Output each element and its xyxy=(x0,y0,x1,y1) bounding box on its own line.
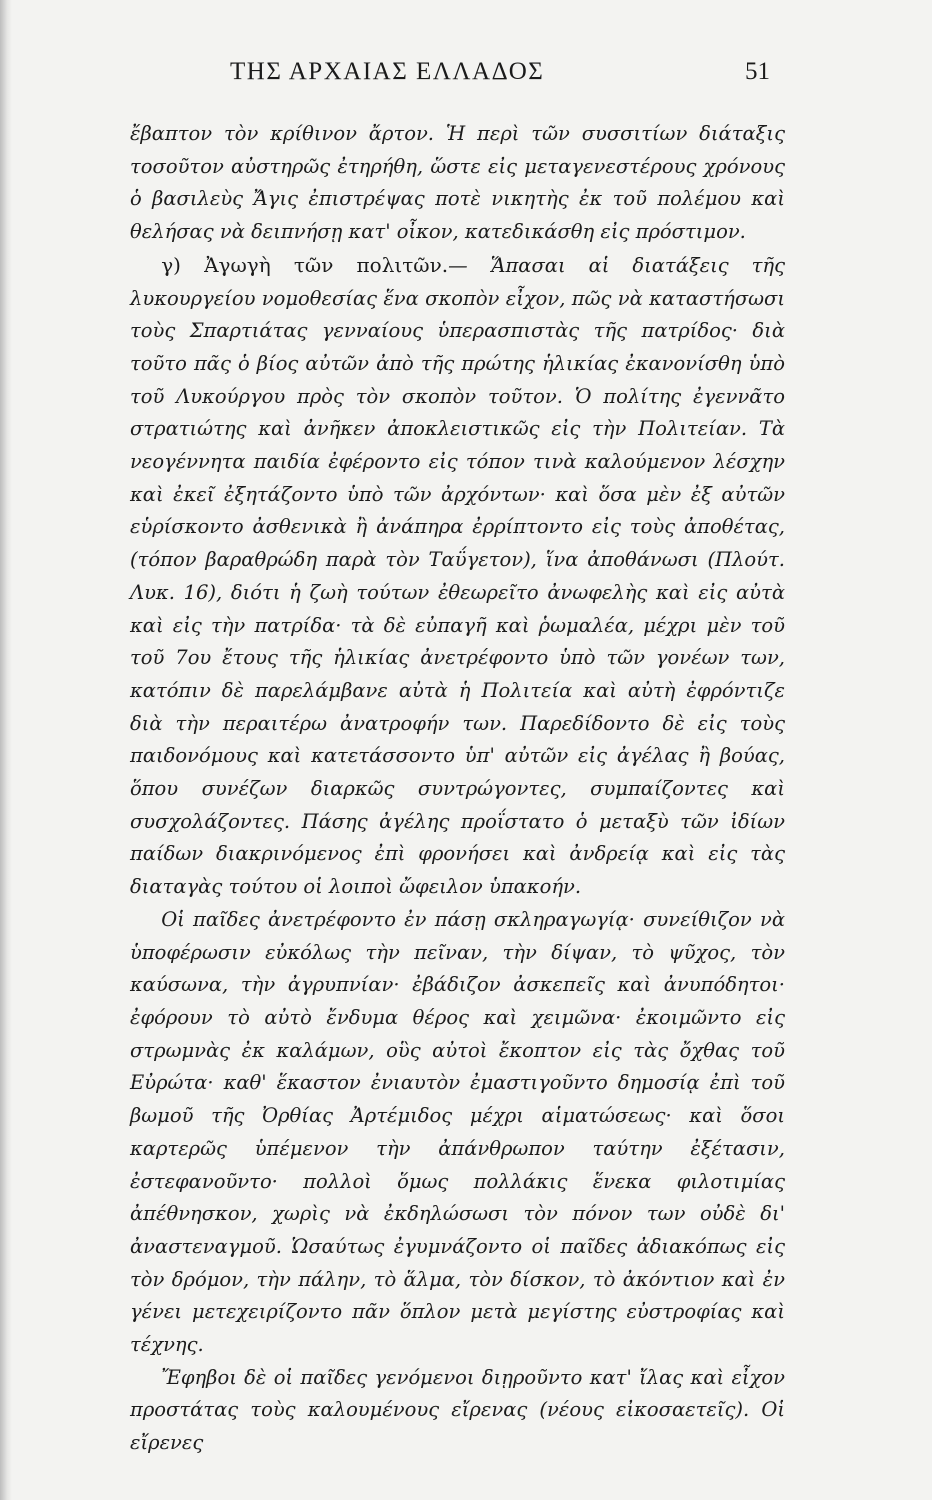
paragraph-3: Οἱ παῖδες ἀνετρέφοντο ἐν πάσῃ σκληραγωγίᾳ· συνείθιζον νὰ ὑποφέρωσιν εὐκόλως τὴν πεῖναν, τὴν δίψαν, τὸ ψῦχος, τὸν καύσωνα, τὴν ἀγρυπνίαν· ἐβάδιζον ἀσκεπεῖς καὶ ἀνυπόδητοι· ἐφόρουν τὸ αὐτὸ ἔνδυμα θέρος καὶ χειμῶνα· ἐκοιμῶντο εἰς στρωμνὰς ἐκ καλάμων, οὓς αὐτοὶ ἔκοπτον εἰς τὰς ὄχθας τοῦ Εὐρώτα· καθ' ἕκαστον ἐνιαυτὸν ἐμαστιγοῦντο δημοσίᾳ ἐπὶ τοῦ βωμοῦ τῆς Ὀρθίας Ἀρτέμιδος μέχρι αἱματώσεως· καὶ ὅσοι καρτερῶς ὑπέμενον τὴν ἀπάνθρωπον ταύτην ἐξέτασιν, ἐστεφανοῦντο· πολλοὶ ὅμως πολλάκις ἕνεκα φιλοτιμίας ἀπέθνησκον, χωρὶς νὰ ἐκδηλώσωσι τὸν πόνον των οὐδὲ δι' ἀναστεναγμοῦ. Ὡσαύτως ἐγυμνάζοντο οἱ παῖδες ἀδιακόπως εἰς τὸν δρόμον, τὴν πάλην, τὸ ἅλμα, τὸν δίσκον, τὸ ἀκόντιον καὶ ἐν γένει μετεχειρίζοντο πᾶν ὅπλον μετὰ μεγίστης εὐστροφίας καὶ τέχνης. xyxy=(130,907,785,1357)
page-edge-shadow xyxy=(0,0,12,1500)
page-number: 51 xyxy=(745,58,770,85)
paragraph-1: ἔβαπτον τὸν κρίθινον ἄρτον. Ἡ περὶ τῶν συσσιτίων διάταξις τοσοῦτον αὐστηρῶς ἐτηρήθη, ὥστε εἰς μεταγενεστέρους χρόνους ὁ βασιλεὺς Ἄγις ἐπιστρέψας ποτὲ νικητὴς ἐκ τοῦ πολέμου καὶ θελήσας νὰ δειπνήσῃ κατ' οἶκον, κατεδικάσθη εἰς πρόστιμον. xyxy=(130,122,785,244)
paragraph-4: Ἔφηβοι δὲ οἱ παῖδες γενόμενοι διῃροῦντο κατ' ἴλας καὶ εἶχον προστάτας τοὺς καλουμένους εἴρενας (νέους εἰκοσαετεῖς). Οἱ εἴρενες xyxy=(130,1365,785,1455)
body-text xyxy=(130,118,785,1460)
section-heading: γ) Ἀγωγὴ τῶν πολιτῶν. xyxy=(161,252,449,277)
paragraph-2-text: — Ἅπασαι αἱ διατάξεις τῆς λυκουργείου νομοθεσίας ἕνα σκοπὸν εἶχον, πῶς νὰ καταστήσωσι τοὺς Σπαρτιάτας γενναίους ὑπερασπιστὰς τῆς πατρίδος· διὰ τοῦτο πᾶς ὁ βίος αὐτῶν ἀπὸ τῆς πρώτης ἡλικίας ἐκανονίσθη ὑπὸ τοῦ Λυκούργου πρὸς τὸν σκοπὸν τοῦτον. Ὁ πολίτης ἐγεννᾶτο στρατιώτης καὶ ἀνῆκεν ἀποκλειστικῶς εἰς τὴν Πολιτείαν. Τὰ νεογέννητα παιδία ἐφέροντο εἰς τόπον τινὰ καλούμενον λέσχην καὶ ἐκεῖ ἐξητάζοντο ὑπὸ τῶν ἀρχόντων· καὶ ὅσα μὲν ἐξ αὐτῶν εὑρίσκοντο ἀσθενικὰ ἢ ἀνάπηρα ἐρρίπτοντο εἰς τοὺς ἀποθέτας, (τόπον βαραθρώδη παρὰ τὸν Ταΰγετον), ἵνα ἀποθάνωσι (Πλούτ. Λυκ. 16), διότι ἡ ζωὴ τούτων ἐθεωρεῖτο ἀνωφελὴς καὶ εἰς αὐτὰ καὶ εἰς τὴν πατρίδα· τὰ δὲ εὐπαγῆ καὶ ῥωμαλέα, μέχρι μὲν τοῦ τοῦ 7ου ἔτους τῆς ἡλικίας ἀνετρέφοντο ὑπὸ τῶν γονέων των, κατόπιν δὲ παρελάμβανε αὐτὰ ἡ Πολιτεία καὶ αὐτὴ ἐφρόντιζε διὰ τὴν περαιτέρω ἀνατροφήν των. Παρεδίδοντο δὲ εἰς τοὺς παιδονόμους καὶ κατετάσσοντο ὑπ' αὐτῶν εἰς ἀγέλας ἢ βούας, ὅπου συνέζων διαρκῶς συντρώγοντες, συμπαίζοντες καὶ συσχολάζοντες. Πάσης ἀγέλης προΐστατο ὁ μεταξὺ τῶν ἰδίων παίδων διακρινόμενος ἐπὶ φρονήσει καὶ ἀνδρείᾳ καὶ εἰς τὰς διαταγὰς τούτου οἱ λοιποὶ ὤφειλον ὑπακοήν. xyxy=(130,253,786,899)
page-header xyxy=(130,58,770,94)
running-title: ΤΗΣ ΑΡΧΑΙΑΣ ΕΛΛΑΔΟΣ xyxy=(230,58,545,85)
paragraph-2 xyxy=(130,249,785,904)
